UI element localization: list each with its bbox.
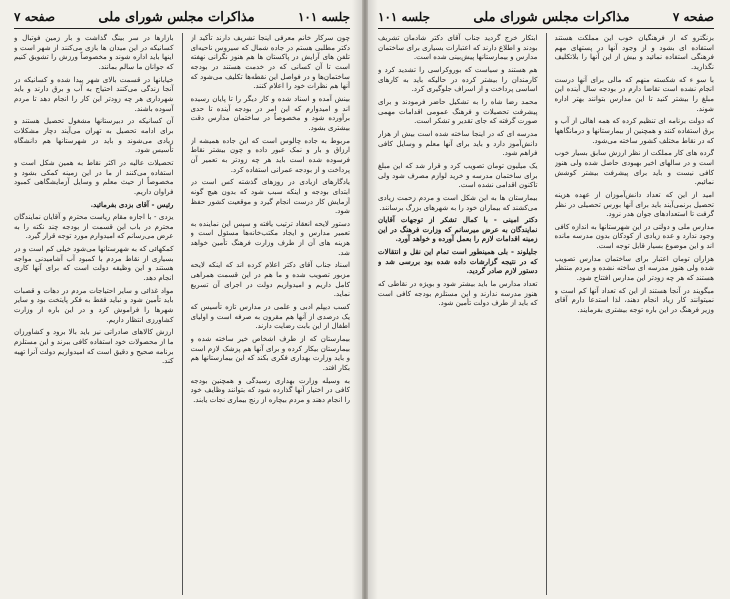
left-page-title: مذاکرات مجلس شورای ملی <box>98 9 255 25</box>
right-page-header <box>378 6 714 29</box>
left-page-session: جلسه ۱۰۱ <box>297 10 350 24</box>
body-paragraph: امید از این که تعداد دانش‌آموزان از عهده هزینه تحصیل برنمی‌آیند باید برای آنها بورس تحصیلی در نظر گرفت تا استعدادهای جوان هدر نرود. <box>554 189 714 219</box>
body-paragraph: که دولت برنامه ای تنظیم کرده که همه اهالی از آب و برق استفاده کنند و همچنین از بیمارستانها و درمانگاهها که در نقاط مختلف کشور ساخته می‌شود. <box>554 116 714 145</box>
body-paragraph: هزاران تومان اعتبار برای ساختمان مدارس تصویب شده ولی هنوز مدرسه ای ساخته نشده و مردم منتظر هستند که هر چه زودتر این مدارس افتتاح شود. <box>554 253 714 283</box>
body-paragraph: میگویند در آنجا هستند از این که تعداد آنها کم است و نمیتوانند کار زیاد انجام دهند، لذا استدعا دارم آقای وزیر فرهنگ در این باره توجه بیشتری بفرمایند. <box>554 285 714 315</box>
right-page-number: صفحه ۷ <box>672 10 714 24</box>
left-page-columns <box>14 33 350 595</box>
body-paragraph: یک میلیون تومان تصویب کرد و قرار شد که این مبلغ برای ساختمان مدرسه و خرید لوازم مصرف شود ولی تاکنون اقدامی نشده است. <box>378 160 538 190</box>
body-paragraph: اسناد جناب آقای دکتر اعلام کرده اند که اینکه لایحه مزبور تصویب شده و ما هم در این قسمت همراهی کامل داریم و امیدواریم دولت در اجرای آن تسریع نماید. <box>190 260 350 299</box>
column-divider <box>546 33 547 595</box>
body-paragraph: محمد رضا شاه را به تشکیل حاضر فرمودند و برای پیشرفت تحصیلات و فرهنگ عمومی اقدامات مهمی صورت گرفته که جای تقدیر و تشکر است. <box>378 96 538 126</box>
right-page <box>368 0 730 599</box>
body-paragraph: مربوط به جاده چالوس است که این جاده همیشه از ارزاق و بار و نمک عبور داده و چون بیشتر نقاط فرسوده شده است باید هر چه زودتر به تعمیر آن پرداخت و از بودجه عمرانی استفاده کرد. <box>190 135 350 174</box>
right-page-session: جلسه ۱۰۱ <box>378 10 431 24</box>
left-page-number: صفحه ۷ <box>14 10 56 24</box>
body-paragraph: هم هستند و سیاست که بوروکراسی را تشدید کرد و کارمندان را بیشتر کرده در حالیکه باید به کارهای اساسی پرداخت و از اسراف جلوگیری کرد. <box>378 64 538 94</box>
right-page-column-right <box>555 33 715 595</box>
spine-shadow <box>368 0 378 599</box>
body-paragraph: بزنگترو که از فرهنگیان خوب این مملکت هستند استفاده ای بشود و از وجود آنها در پستهای مهم فرهنگی استفاده نمائید و بیش از این آنها را بلاتکلیف نگذارید. <box>554 33 714 71</box>
right-page-columns <box>378 33 714 595</box>
spine-shadow <box>352 0 362 599</box>
body-paragraph: مدرسه ای که در اینجا ساخته شده است بیش از هزار دانش‌آموز دارد و باید برای آنها معلم و وسایل کافی فراهم شود. <box>378 128 538 158</box>
body-paragraph: ابتکار خرج گردید جناب آقای دکتر شادمان تشریف بودند و اطلاع دارند که اعتبارات بسیاری برای ساختمان مدارس و بیمارستانها پیش‌بینی شده است. <box>378 33 538 62</box>
body-paragraph: گرده های کار مملکت از نظر ارزش سابق بسیار خوب است و در سالهای اخیر بهبودی حاصل شده ولی هنوز کافی نیست و باید برای پیشرفت بیشتر کوشش نمائیم. <box>554 148 714 187</box>
left-page-column-left <box>14 33 174 595</box>
column-divider <box>182 33 183 595</box>
body-paragraph: تعداد مدارس ما باید بیشتر شود و بویژه در نقاطی که هنوز مدرسه ندارند و این مستلزم بودجه کافی است که باید از طرف دولت تأمین شود. <box>378 279 538 308</box>
body-paragraph: خیابانها در قسمت بالای شهر پیدا شده و کسانیکه در آنجا زندگی می‌کنند احتیاج به آب و برق دارند و باید شهرداری هر چه زودتر این کار را انجام دهد تا مردم آسوده باشند. <box>14 74 174 113</box>
body-paragraph: کسب دیپلم ادبی و علمی در مدارس تازه تأسیس که یک درصدی از آنها هم مقرون به صرفه است و اولیای اطفال از این بابت رضایت دارند. <box>190 302 350 331</box>
body-paragraph: ارزش کالاهای صادراتی نیز باید بالا برود و کشاورزان ما از محصولات خود استفاده کافی ببرند و این مستلزم برنامه صحیح و دقیق است که امیدواریم دولت آنرا تهیه کند. <box>14 327 174 366</box>
body-paragraph: بیمارستان که از طرف اشخاص خیر ساخته شده و بیمارستان بیکار کرده و برای آنها هم پزشک لازم است و باید وزارت بهداری فکری بکند که این بیمارستانها هم بکار افتد. <box>190 334 350 372</box>
body-paragraph: با سو ء که شکسته منهم که مالی برای آنها درست انجام نشده است تقاضا دارم در بودجه سال آینده این مبلغ را بیشتر کنید تا این مدارس بتوانند بهتر اداره شوند. <box>554 74 714 113</box>
body-paragraph: مدارس ملی و دولتی در این شهرستانها به اندازه کافی وجود ندارد و عده زیادی از کودکان بدون مدرسه مانده اند و این موضوع بسیار قابل توجه است. <box>554 221 714 251</box>
body-paragraph: بیمارستان ها به این شکل است و مردم زحمت زیادی می‌کشند که بیماران خود را به شهرهای بزرگ برسانند. <box>378 192 538 212</box>
body-paragraph: به وسیله وزارت بهداری رسیدگی و همچنین بودجه کافی در اختیار آنها گذارده شود که بتوانند وظایف خود را انجام دهند و مردم بیچاره از رنج بیماری نجات یابند. <box>190 375 350 404</box>
left-page-column-right <box>191 33 351 595</box>
body-paragraph: یادگارهای ازیادی در روزهای گذشته کس است در ابتدای بودجه و اینکه سبب شود که بدون هیچ گونه آزمایش کار درست انجام گیرد و موقعیت کشور حفظ شود. <box>190 177 350 216</box>
speaker-paragraph: دکتر امینی - با کمال تشکر از توجهات آقایان نمایندگان به عرض میرسانم که وزارت فرهنگ در این زمینه اقدامات لازم را بعمل آورده و خواهد آورد. <box>378 215 538 244</box>
body-paragraph: یزدی - با اجازه مقام ریاست محترم و آقایان نمایندگان محترم در باب این قسمت از بودجه چند نکته را به عرض می‌رسانم که امیدوارم مورد توجه قرار گیرد. <box>14 212 174 241</box>
body-paragraph: بازارها در سر بینگ گذاشت و بار زمین فوتبال و کسانیکه در این میدان ها بازی می‌کنند از شهر است و اینها باید اداره شوند و مخصوصاً ورزش را تشویق کنیم که جوانان ما سالم بمانند. <box>14 33 174 71</box>
body-paragraph: بینش آمده و اسناد شده و کار دیگر را تا پایان رسیده اند و امیدوارم که این امر در بودجه آینده تا حدی برآورده شود و مخصوصاً در ساختمان مدارس دقت بیشتری بشود. <box>190 93 350 132</box>
right-page-column-left <box>378 33 538 595</box>
body-paragraph: تحصیلات عالیه در اکثر نقاط به همین شکل است و استفاده می‌کنند از ما در این زمینه کمکی بشود و مخصوصاً از حیث معلم و وسایل آزمایشگاهی کمبود فراوان داریم. <box>14 157 174 196</box>
body-paragraph: آن کسانیکه در دبیرستانها مشغول تحصیل هستند و برای ادامه تحصیل به تهران می‌آیند دچار مشکلات زیادی می‌شوند و باید در شهرستانها هم دانشگاه تأسیس شود. <box>14 116 174 155</box>
speaker-paragraph: جلیلوند - بلی همینطور است تمام این نقل و انتقالات که در نتیجه گزارشات داده شده بود بررسی شد و دستور لازم صادر گردید. <box>378 247 538 276</box>
left-page-header <box>14 6 350 29</box>
body-paragraph: کمکهائی که به شهرستانها می‌شود خیلی کم است و در بسیاری از نقاط مردم با کمبود آب آشامیدنی مواجه هستند و این وظیفه دولت است که برای آنها کاری انجام دهد. <box>14 244 174 283</box>
body-paragraph: دستور لایحه انعقاد ترتیب یافته و سپس این نماینده به تعمیر مدارس و ایجاد مکتب‌خانه‌ها مسئول است و هزینه های آن از طرف وزارت فرهنگ تأمین خواهد شد. <box>190 218 350 257</box>
body-paragraph: چون سرکار خانم معرفی اینجا تشریف دارند تأکید از دکتر مطلبی هستم در جاده شمال که سیروس ناحیه‌ای تلفن های آرایش در پاکستان ها هم هنوز نگرانی نهفته است تا آن کسانی که در خدمت هستند در بودجه ساختمان‌ها و در فواصل این نقطه‌ها تکلیف می‌شود که آنها هم نظرات خود را اعلام کنند. <box>190 33 350 91</box>
speaker-paragraph: رئیس - آقای بزدی بفرمائید. <box>90 199 174 209</box>
body-paragraph: مواد غذائی و سایر احتیاجات مردم در دهات و قصبات باید تأمین شود و نباید فقط به فکر پایتخت بود و سایر شهرها را فراموش کرد و در این باره از وزارت کشاورزی انتظار داریم. <box>14 285 174 324</box>
left-page <box>0 0 362 599</box>
right-page-title: مذاکرات مجلس شورای ملی <box>473 9 630 25</box>
